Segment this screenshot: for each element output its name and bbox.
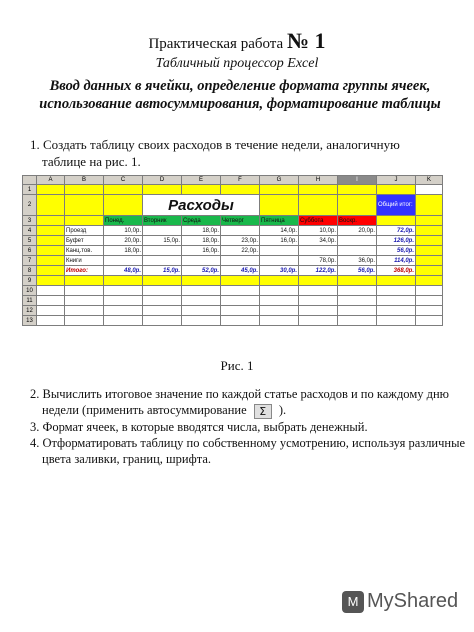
task-1-line-2: таблице на рис. 1. — [42, 154, 141, 169]
cell[interactable] — [182, 316, 221, 326]
cell[interactable] — [338, 185, 377, 195]
cell[interactable] — [221, 306, 260, 316]
expense-value-cell[interactable] — [221, 256, 260, 266]
spreadsheet-figure — [22, 175, 463, 330]
cell[interactable] — [299, 185, 338, 195]
cell[interactable] — [260, 195, 299, 216]
title-number: № 1 — [286, 28, 326, 53]
expense-value-cell[interactable]: 78,0р. — [299, 256, 338, 266]
watermark — [342, 590, 462, 620]
sheet-row-7 — [23, 256, 443, 266]
cell[interactable] — [37, 316, 65, 326]
row-header-13[interactable]: 13 — [23, 316, 37, 326]
expense-value-cell[interactable] — [143, 226, 182, 236]
row-total-cell[interactable]: 56,0р. — [377, 246, 416, 256]
table-banner-cell[interactable]: Расходы — [143, 195, 260, 216]
day-total-cell[interactable]: 15,0р. — [143, 266, 182, 276]
cell[interactable] — [143, 296, 182, 306]
sheet-row-3 — [23, 216, 443, 226]
cell[interactable] — [377, 185, 416, 195]
cell[interactable] — [416, 236, 443, 246]
day-header-cell[interactable]: Понед. — [104, 216, 143, 226]
expense-value-cell[interactable] — [221, 226, 260, 236]
expense-name-cell[interactable]: Канц.тов. — [65, 246, 104, 256]
cell[interactable] — [37, 216, 65, 226]
cell[interactable] — [260, 296, 299, 306]
day-header-cell[interactable]: Воскр. — [338, 216, 377, 226]
cell[interactable] — [416, 256, 443, 266]
row-header-10[interactable]: 10 — [23, 286, 37, 296]
row-header-4[interactable]: 4 — [23, 226, 37, 236]
expense-value-cell[interactable]: 18,0р. — [182, 226, 221, 236]
cell[interactable] — [143, 306, 182, 316]
sheet-row-8 — [23, 266, 443, 276]
expense-name-cell[interactable]: Буфет — [65, 236, 104, 246]
column-header-f[interactable]: F — [221, 176, 260, 185]
sheet-row-2 — [23, 195, 443, 216]
watermark-logo-icon: M — [342, 591, 364, 613]
select-all-corner[interactable] — [23, 176, 37, 185]
cell[interactable] — [65, 276, 104, 286]
expense-value-cell[interactable]: 16,0р. — [260, 236, 299, 246]
cell[interactable] — [299, 296, 338, 306]
cell[interactable] — [377, 286, 416, 296]
task-1 — [30, 136, 400, 170]
cell[interactable] — [260, 185, 299, 195]
total-header-cell[interactable]: Общий итог: — [377, 195, 416, 216]
expense-value-cell[interactable]: 23,0р. — [221, 236, 260, 246]
cell[interactable] — [65, 306, 104, 316]
cell[interactable] — [260, 276, 299, 286]
totals-label-cell[interactable]: Итого: — [65, 266, 104, 276]
column-header-a[interactable]: A — [37, 176, 65, 185]
cell[interactable] — [37, 185, 65, 195]
cell[interactable] — [104, 306, 143, 316]
expense-value-cell[interactable]: 34,0р. — [299, 236, 338, 246]
cell[interactable] — [416, 316, 443, 326]
column-header-b[interactable]: B — [65, 176, 104, 185]
lesson-topic — [30, 77, 450, 113]
expense-value-cell[interactable]: 15,0р. — [143, 236, 182, 246]
cell[interactable] — [221, 286, 260, 296]
row-total-cell[interactable]: 126,0р. — [377, 236, 416, 246]
sheet-row-13 — [23, 316, 443, 326]
day-total-cell[interactable]: 52,0р. — [182, 266, 221, 276]
title-text: Практическая работа — [148, 36, 284, 52]
cell[interactable] — [37, 266, 65, 276]
cell[interactable] — [338, 306, 377, 316]
figure-caption: Рис. 1 — [220, 358, 254, 373]
expense-value-cell[interactable] — [299, 246, 338, 256]
cell[interactable] — [416, 306, 443, 316]
task-list — [30, 386, 470, 467]
task-4 — [30, 435, 470, 467]
row-header-11[interactable]: 11 — [23, 296, 37, 306]
cell[interactable] — [37, 256, 65, 266]
task-2-line-2 — [30, 402, 470, 419]
cell[interactable] — [416, 266, 443, 276]
expense-name-cell[interactable]: Проезд — [65, 226, 104, 236]
cell[interactable] — [65, 185, 104, 195]
expense-value-cell[interactable] — [104, 256, 143, 266]
expense-value-cell[interactable]: 20,0р. — [338, 226, 377, 236]
row-header-3[interactable]: 3 — [23, 216, 37, 226]
sheet-row-1 — [23, 185, 443, 195]
cell[interactable] — [416, 296, 443, 306]
expense-value-cell[interactable]: 16,0р. — [182, 246, 221, 256]
task-2 — [30, 386, 470, 419]
task-4-line-2: цвета заливки, границ, шрифта. — [42, 451, 211, 466]
cell[interactable] — [221, 276, 260, 286]
grand-total-cell[interactable]: 368,0р. — [377, 266, 416, 276]
cell[interactable] — [143, 185, 182, 195]
task-2-text-a: недели (применить автосуммирование — [42, 403, 247, 417]
cell[interactable] — [416, 246, 443, 256]
row-header-2[interactable]: 2 — [23, 195, 37, 216]
expense-value-cell[interactable] — [143, 256, 182, 266]
cell[interactable] — [65, 195, 104, 216]
row-header-1[interactable]: 1 — [23, 185, 37, 195]
sheet-row-6 — [23, 246, 443, 256]
cell[interactable] — [299, 195, 338, 216]
cell[interactable] — [37, 226, 65, 236]
expense-value-cell[interactable]: 18,0р. — [104, 246, 143, 256]
expense-value-cell[interactable]: 22,0р. — [221, 246, 260, 256]
expense-value-cell[interactable] — [260, 256, 299, 266]
watermark-text: MyShared — [367, 590, 459, 612]
cell[interactable] — [377, 216, 416, 226]
cell[interactable] — [104, 276, 143, 286]
cell[interactable] — [37, 246, 65, 256]
cell[interactable] — [104, 185, 143, 195]
column-header-i[interactable]: I — [338, 176, 377, 185]
day-header-cell[interactable]: Пятница — [260, 216, 299, 226]
cell[interactable] — [338, 296, 377, 306]
cell[interactable] — [338, 316, 377, 326]
day-total-cell[interactable]: 56,0р. — [338, 266, 377, 276]
row-total-cell[interactable]: 114,0р. — [377, 256, 416, 266]
column-header-c[interactable]: C — [104, 176, 143, 185]
cell[interactable] — [221, 296, 260, 306]
cell[interactable] — [338, 276, 377, 286]
cell[interactable] — [182, 306, 221, 316]
column-header-d[interactable]: D — [143, 176, 182, 185]
cell[interactable] — [182, 276, 221, 286]
topic-line-1: Ввод данных в ячейки, определение формата группы ячеек, — [49, 78, 431, 94]
cell[interactable] — [221, 316, 260, 326]
row-total-cell[interactable]: 72,0р. — [377, 226, 416, 236]
cell[interactable] — [104, 296, 143, 306]
page-title — [0, 28, 474, 54]
spreadsheet-grid — [22, 175, 443, 326]
cell[interactable] — [37, 286, 65, 296]
cell[interactable] — [37, 236, 65, 246]
expense-value-cell[interactable] — [338, 236, 377, 246]
expense-value-cell[interactable]: 14,0р. — [260, 226, 299, 236]
cell[interactable] — [221, 185, 260, 195]
cell[interactable] — [377, 276, 416, 286]
cell[interactable] — [182, 286, 221, 296]
expense-value-cell[interactable]: 10,0р. — [299, 226, 338, 236]
expense-value-cell[interactable] — [143, 246, 182, 256]
row-header-12[interactable]: 12 — [23, 306, 37, 316]
topic-line-2: использование автосуммирования, форматирование таблицы — [39, 96, 441, 112]
cell[interactable] — [182, 296, 221, 306]
cell[interactable] — [338, 286, 377, 296]
cell[interactable] — [37, 306, 65, 316]
expense-value-cell[interactable]: 10,0р. — [104, 226, 143, 236]
cell[interactable] — [37, 276, 65, 286]
day-total-cell[interactable]: 122,0р. — [299, 266, 338, 276]
sheet-row-9 — [23, 276, 443, 286]
page-subtitle: Табличный процессор Excel — [155, 56, 319, 71]
cell[interactable] — [65, 216, 104, 226]
cell[interactable] — [377, 306, 416, 316]
cell[interactable] — [260, 316, 299, 326]
cell[interactable] — [143, 276, 182, 286]
task-2-text-b: ). — [278, 403, 287, 417]
column-header-k[interactable]: K — [416, 176, 443, 185]
cell[interactable] — [37, 296, 65, 306]
day-header-cell[interactable]: Вторник — [143, 216, 182, 226]
cell[interactable] — [299, 316, 338, 326]
cell[interactable] — [377, 316, 416, 326]
cell[interactable] — [260, 306, 299, 316]
cell[interactable] — [416, 185, 443, 195]
row-header-8[interactable]: 8 — [23, 266, 37, 276]
cell[interactable] — [37, 195, 65, 216]
cell[interactable] — [104, 195, 143, 216]
autosum-sigma-icon: Σ — [254, 404, 272, 419]
row-header-5[interactable]: 5 — [23, 236, 37, 246]
column-header-g[interactable]: G — [260, 176, 299, 185]
day-total-cell[interactable]: 48,0р. — [104, 266, 143, 276]
cell[interactable] — [416, 226, 443, 236]
sheet-row-12 — [23, 306, 443, 316]
expense-name-cell[interactable]: Книги — [65, 256, 104, 266]
sheet-row-10 — [23, 286, 443, 296]
cell[interactable] — [104, 286, 143, 296]
row-header-7[interactable]: 7 — [23, 256, 37, 266]
task-2-line-1: 2. Вычислить итоговое значение по каждой статье расходов и по каждому дню — [30, 387, 449, 401]
expense-value-cell[interactable]: 36,0р. — [338, 256, 377, 266]
day-total-cell[interactable]: 45,0р. — [221, 266, 260, 276]
cell[interactable] — [65, 296, 104, 306]
expense-value-cell[interactable] — [260, 246, 299, 256]
cell[interactable] — [377, 296, 416, 306]
cell[interactable] — [299, 306, 338, 316]
column-header-e[interactable]: E — [182, 176, 221, 185]
day-header-cell[interactable]: Среда — [182, 216, 221, 226]
expense-value-cell[interactable]: 20,0р. — [104, 236, 143, 246]
day-total-cell[interactable]: 30,0р. — [260, 266, 299, 276]
column-header-j[interactable]: J — [377, 176, 416, 185]
cell[interactable] — [416, 276, 443, 286]
row-header-6[interactable]: 6 — [23, 246, 37, 256]
cell[interactable] — [338, 195, 377, 216]
cell[interactable] — [143, 316, 182, 326]
cell[interactable] — [416, 286, 443, 296]
sheet-row-11 — [23, 296, 443, 306]
cell[interactable] — [299, 286, 338, 296]
day-header-cell[interactable]: Суббота — [299, 216, 338, 226]
expense-value-cell[interactable]: 18,0р. — [182, 236, 221, 246]
expense-value-cell[interactable] — [182, 256, 221, 266]
cell[interactable] — [104, 316, 143, 326]
cell[interactable] — [65, 316, 104, 326]
task-1-line-1: 1. Создать таблицу своих расходов в течение недели, аналогичную — [30, 137, 400, 152]
expense-value-cell[interactable] — [338, 246, 377, 256]
cell[interactable] — [299, 276, 338, 286]
column-header-h[interactable]: H — [299, 176, 338, 185]
cell[interactable] — [182, 185, 221, 195]
cell[interactable] — [260, 286, 299, 296]
row-header-9[interactable]: 9 — [23, 276, 37, 286]
cell[interactable] — [416, 195, 443, 216]
task-3: 3. Формат ячеек, в которые вводятся числа, выбрать денежный. — [30, 419, 368, 434]
sheet-row-5 — [23, 236, 443, 246]
day-header-cell[interactable]: Четверг — [221, 216, 260, 226]
cell[interactable] — [143, 286, 182, 296]
cell[interactable] — [65, 286, 104, 296]
task-4-line-1: 4. Отформатировать таблицу по собственному усмотрению, используя различные — [30, 435, 466, 450]
sheet-row-4 — [23, 226, 443, 236]
cell[interactable] — [416, 216, 443, 226]
column-header-row — [23, 176, 443, 185]
